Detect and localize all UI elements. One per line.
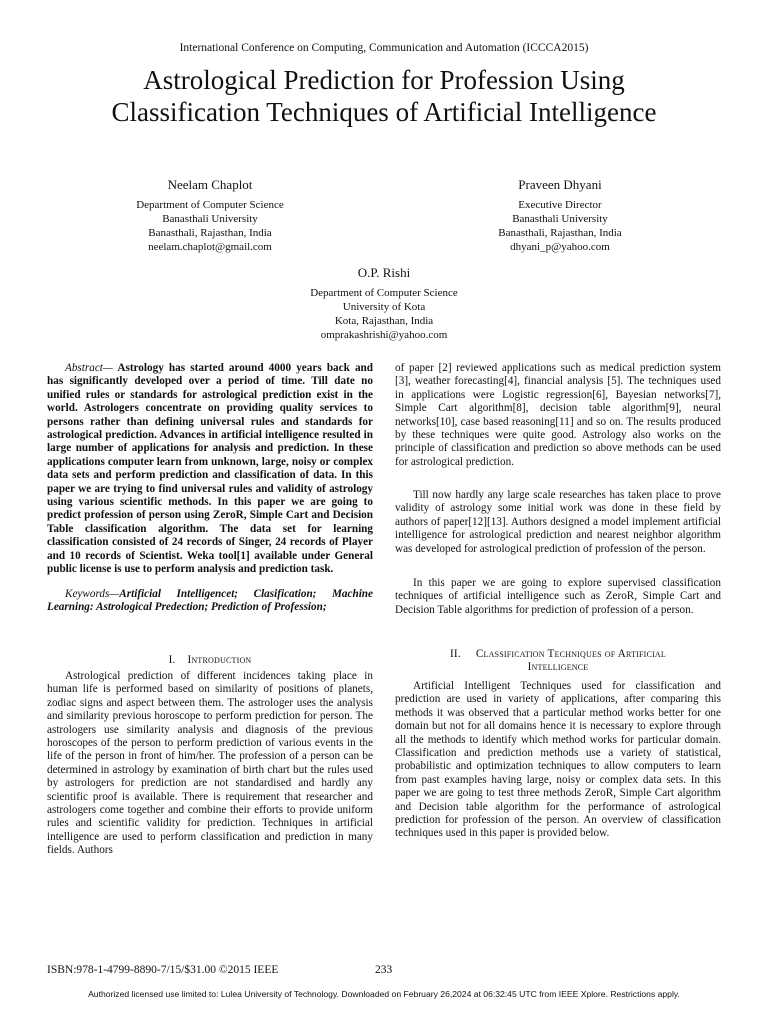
abstract [47,362,373,577]
section-heading-introduction: I. Introduction [168,654,252,666]
right-column-paragraph-3 [395,577,721,617]
paragraph: Astrological prediction of different incidences taking place in human life is performed based on similarity of positions of planets, zodiac signs and aspect between them. The astrologer uses the analysis and similarity previous horoscope to perform prediction for person. The astrologers use similarity analysis and diagnosis of the previous horoscopes of the person to perform prediction of various events in the life of the person in front of him/her. The profession of a person can be determined in astrology by examination of birth chart but the rules used by astrologers for prediction are not standardised and hardly any scientific proof is available. There is requirement that researcher and astrologers come together and combine their efforts to provide uniform rules and scientific validity for prediction. Techniques in artificial intelligence are used to perform classification and prediction in many fields. Authors [47,670,373,857]
introduction-body [47,670,373,858]
author-name: Praveen Dhyani [518,177,602,192]
author-email: omprakashrishi@yahoo.com [320,329,448,341]
heading-line-2: Intelligence [527,661,589,673]
author-name: O.P. Rishi [357,265,411,280]
right-column-paragraph-2 [395,489,721,556]
author-block-2 [440,176,680,254]
paragraph: In this paper we are going to explore supervised classification techniques of artificial intelligence such as ZeroR, Simple Cart and Decision Table algorithms for prediction of profession of a person. [395,577,721,616]
title-line-1: Astrological Prediction for Profession Using [143,65,625,95]
author-email: dhyani_p@yahoo.com [510,241,610,253]
paragraph: Artificial Intelligent Techniques used for classification and prediction are used in variety of applications, after comparing this methods it was observed that a particular method works better for one domain but not for all domains hence it is necessary to explore through all the methods to identify which method works for particular domain. Classification and prediction methods use a variety of statistical, probabilistic and optimization techniques to allow computers to learn from past examples having large, noisy or complex data sets. In this paper we are going to test three methods ZeroR, Simple Cart algorithm and Decision table algorithm for the performance of astrological prediction for profession of the person. An overview of classification techniques used in this paper is provided below. [395,680,721,840]
abstract-lead: Abstract— [65,362,113,374]
paper-title [0,64,768,128]
author-block-1 [90,176,330,254]
author-location: Banasthali, Rajasthan, India [498,227,622,239]
author-affiliation: Banasthali University [512,213,608,225]
page-number: 233 [375,964,393,976]
author-affiliation: Department of Computer Science [310,287,458,299]
conference-header: International Conference on Computing, Communication and Automation (ICCCA2015) [179,42,589,54]
author-affiliation: Banasthali University [162,213,258,225]
title-line-2: Classification Techniques of Artificial Intelligence [111,97,657,127]
paragraph: Till now hardly any large scale researches has taken place to prove validity of astrology some initial work was done in these field by authors of paper[12][13]. Authors designed a model implement artificial intelligence for astrological prediction and nearest neighbor algorithm was developed for astrological prediction of profession of the person. [395,489,721,555]
keywords-lead: Keywords— [65,588,120,600]
author-name: Neelam Chaplot [167,177,253,192]
isbn-footer: ISBN:978-1-4799-8890-7/15/$31.00 ©2015 IEEE [47,964,279,976]
keywords [47,588,373,615]
section-heading-classification [395,648,721,674]
author-location: Kota, Rajasthan, India [334,315,434,327]
right-column-paragraph-1 [395,362,721,469]
license-notice: Authorized licensed use limited to: Lulea University of Technology. Downloaded on February 26,2024 at 06:32:45 UTC from IEEE Xplore. Restrictions apply. [88,989,680,999]
right-column-paragraph-4 [395,680,721,841]
abstract-text: Astrology has started around 4000 years back and has significantly developed over a period of time. Till date no unified rules or standards for astrological prediction exist in the world. Astrologers concentrate on providing quality services to persons rather than defining universal rules and standards for astrological prediction. Advances in artificial intelligence resulted in large number of applications for analysis and prediction. In these applications computer learn from unknown, large, noisy or complex data sets and perform prediction and classification of data. In this paper we are trying to find universal rules and validity of astrology using various scientific methods. In this paper we are going to predict profession of person using ZeroR, Simple Cart and Decision Table classification algorithm. The data set for learning classification consisted of 24 records of Singer, 24 records of Player and 10 records of Scientist. Weka tool[1] available under General public license is use to perform analysis and prediction task. [47,362,373,576]
author-affiliation: Department of Computer Science [136,199,284,211]
author-email: neelam.chaplot@gmail.com [148,241,272,253]
author-affiliation: University of Kota [342,301,426,313]
heading-line-1: II. Classification Techniques of Artificial [450,648,666,660]
author-block-3 [264,264,504,342]
keywords-text: Artificial Intelligencet; Clasification; Machine Learning: Astrological Predection; Prediction of Profession; [47,588,373,614]
paragraph: of paper [2] reviewed applications such as medical prediction system [3], weather forecasting[4], financial analysis [5]. The techniques used in applications were Logistic regression[6], Bayesian networks[7], Simple Cart algorithm[8], decision table algorithm[9], neural networks[10], case based reasoning[11] and so on. The results produced by these techniques were quite good. Astrology also works on the principle of classification and prediction so above methods can be used for astrological prediction. [395,362,721,468]
author-location: Banasthali, Rajasthan, India [148,227,272,239]
author-affiliation: Executive Director [518,199,602,211]
